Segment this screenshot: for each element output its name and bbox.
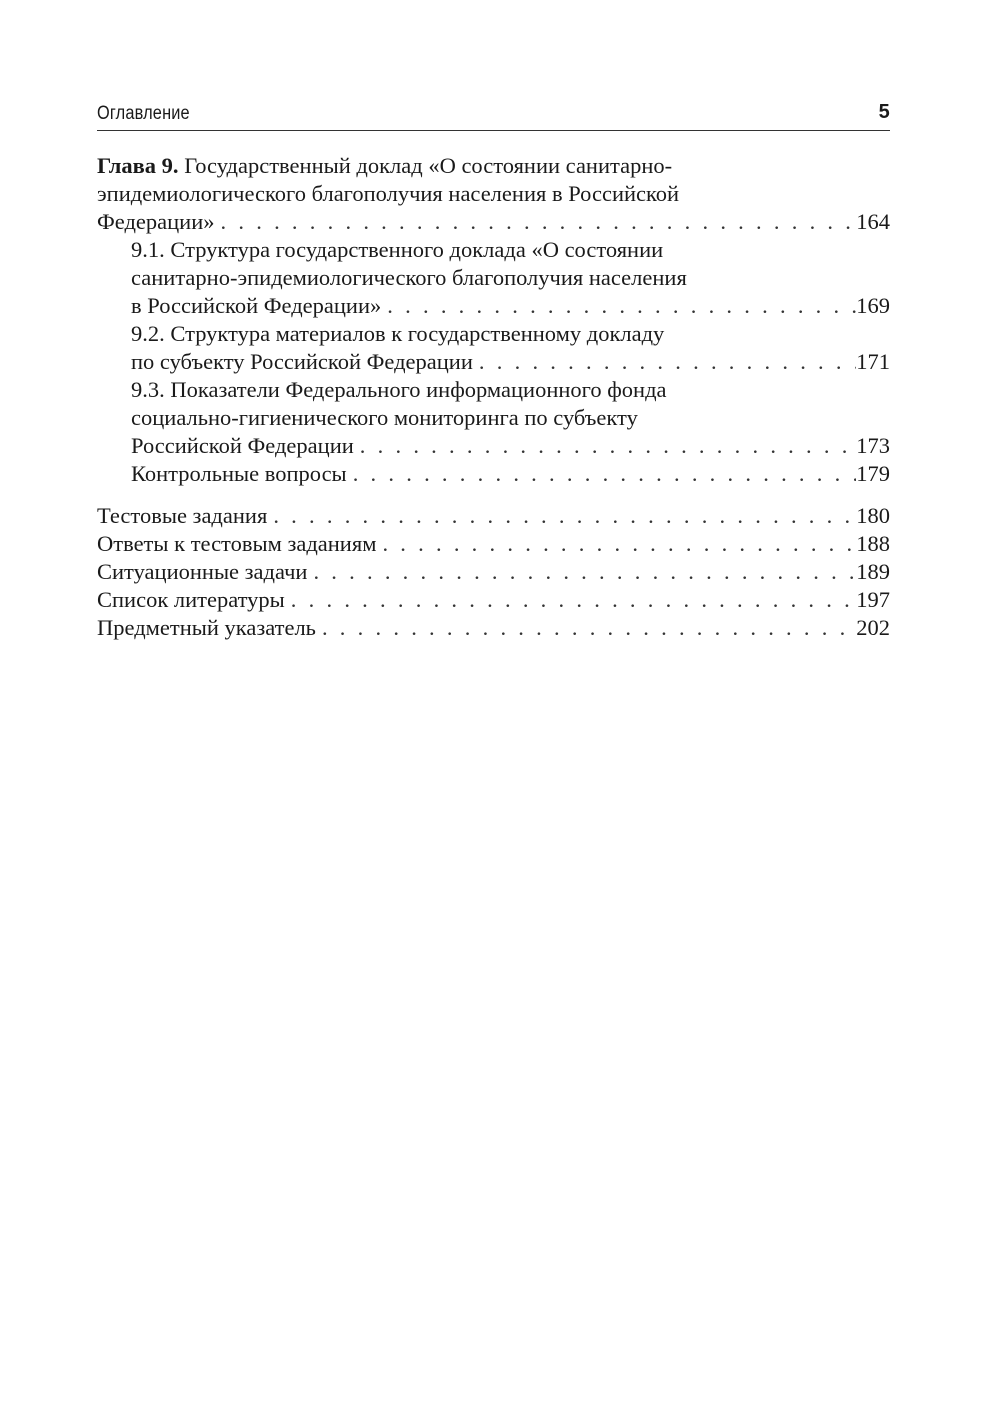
chapter-title-last-line: Федерации» (97, 209, 215, 234)
section-9-1-page-number: 169 (856, 293, 890, 318)
toc-entry-references[interactable] (97, 586, 890, 614)
subject-index-title: Предметный указатель (97, 615, 316, 640)
chapter-title-part-2: эпидемиологического благополучия населения в Российской (97, 181, 680, 206)
references-title: Список литературы (97, 587, 285, 612)
section-9-1-line-2 (97, 264, 890, 292)
dot-leader (267, 502, 856, 530)
dot-leader (381, 292, 856, 320)
running-head-title: Оглавление (97, 103, 190, 124)
section-9-1-title-part-1: 9.1. Структура государственного доклада «О состоянии (131, 237, 664, 262)
chapter-line-2 (97, 180, 890, 208)
test-answers-title: Ответы к тестовым заданиям (97, 531, 377, 556)
section-9-1-title-last-line: в Российской Федерации» (131, 293, 382, 318)
toc-entry-test-answers[interactable] (97, 530, 890, 558)
running-head (97, 98, 890, 131)
dot-leader (376, 530, 856, 558)
section-9-3-title-part-1: 9.3. Показатели Федерального информационного фонда (131, 377, 667, 402)
dot-leader (316, 614, 856, 642)
tests-page-number: 180 (856, 503, 890, 528)
section-9-3-page-number: 173 (856, 433, 890, 458)
chapter-label: Глава 9. (97, 153, 179, 178)
section-9-3-line-2 (97, 404, 890, 432)
test-answers-page-number: 188 (856, 531, 890, 556)
toc-entry-control-questions[interactable] (97, 460, 890, 488)
toc-entry-section-9-3[interactable] (97, 432, 890, 460)
section-9-3-title-part-2: социально-гигиенического мониторинга по субъекту (131, 405, 638, 430)
section-9-3-title-last-line: Российской Федерации (131, 433, 354, 458)
subject-index-page-number: 202 (856, 615, 890, 640)
control-questions-page-number: 179 (856, 461, 890, 486)
toc-entry-section-9-1[interactable] (97, 292, 890, 320)
toc-entry-tests[interactable] (97, 502, 890, 530)
tests-title: Тестовые задания (97, 503, 268, 528)
dot-leader (307, 558, 856, 586)
section-9-2-page-number: 171 (856, 349, 890, 374)
dot-leader (285, 586, 856, 614)
chapter-title-part-1: Государственный доклад «О состоянии санитарно- (178, 153, 673, 178)
section-9-2-title-last-line: по субъекту Российской Федерации (131, 349, 473, 374)
toc-entry-chapter-9[interactable] (97, 208, 890, 236)
dot-leader (215, 208, 857, 236)
chapter-line-1 (97, 152, 890, 180)
section-9-1-title-part-2: санитарно-эпидемиологического благополучия населения (131, 265, 687, 290)
dot-leader (473, 348, 856, 376)
section-9-3-line-1 (97, 376, 890, 404)
table-of-contents (97, 152, 890, 642)
dot-leader (347, 460, 857, 488)
case-tasks-page-number: 189 (856, 559, 890, 584)
section-9-2-line-1 (97, 320, 890, 348)
toc-entry-case-tasks[interactable] (97, 558, 890, 586)
section-9-1-line-1 (97, 236, 890, 264)
case-tasks-title: Ситуационные задачи (97, 559, 308, 584)
chapter-page-number: 164 (856, 209, 890, 234)
control-questions-title: Контрольные вопросы (131, 461, 347, 486)
spacer (97, 488, 890, 502)
section-9-2-title-part-1: 9.2. Структура материалов к государственному докладу (131, 321, 665, 346)
dot-leader (354, 432, 856, 460)
toc-entry-section-9-2[interactable] (97, 348, 890, 376)
references-page-number: 197 (856, 587, 890, 612)
toc-entry-subject-index[interactable] (97, 614, 890, 642)
page-number: 5 (878, 101, 890, 123)
